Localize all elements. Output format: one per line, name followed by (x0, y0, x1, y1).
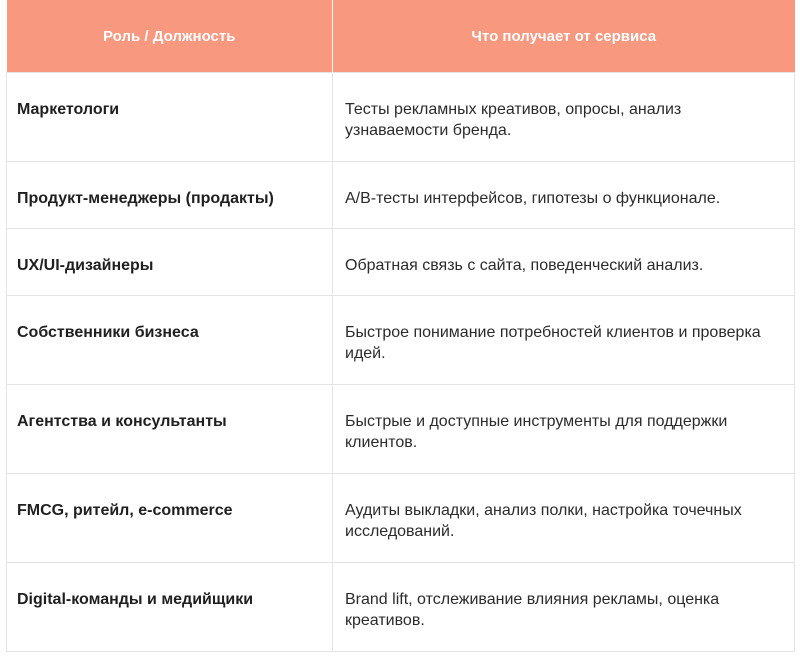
roles-table (6, 0, 795, 652)
benefit-cell: Быстрое понимание потребностей клиентов и проверка идей. (333, 296, 795, 385)
table-header (7, 0, 795, 73)
benefit-cell: Аудиты выкладки, анализ полки, настройка точечных исследований. (333, 474, 795, 563)
table-row (7, 296, 795, 385)
table-row (7, 474, 795, 563)
role-cell: UX/UI-дизайнеры (7, 229, 333, 296)
benefit-cell: Тесты рекламных креативов, опросы, анализ узнаваемости бренда. (333, 73, 795, 162)
benefit-cell: Brand lift, отслеживание влияния рекламы, оценка креативов. (333, 563, 795, 652)
role-cell: Продукт-менеджеры (продакты) (7, 162, 333, 229)
role-cell: Маркетологи (7, 73, 333, 162)
table-row (7, 73, 795, 162)
table-row (7, 229, 795, 296)
table-body (7, 73, 795, 652)
header-role: Роль / Должность (7, 0, 333, 73)
role-cell: FMCG, ритейл, e-commerce (7, 474, 333, 563)
role-cell: Digital-команды и медийщики (7, 563, 333, 652)
table-row (7, 162, 795, 229)
table-row (7, 385, 795, 474)
role-cell: Агентства и консультанты (7, 385, 333, 474)
benefit-cell: Обратная связь с сайта, поведенческий анализ. (333, 229, 795, 296)
header-benefit: Что получает от сервиса (333, 0, 795, 73)
roles-table-container (6, 0, 794, 652)
table-row (7, 563, 795, 652)
role-cell: Собственники бизнеса (7, 296, 333, 385)
benefit-cell: Быстрые и доступные инструменты для поддержки клиентов. (333, 385, 795, 474)
benefit-cell: A/B-тесты интерфейсов, гипотезы о функционале. (333, 162, 795, 229)
